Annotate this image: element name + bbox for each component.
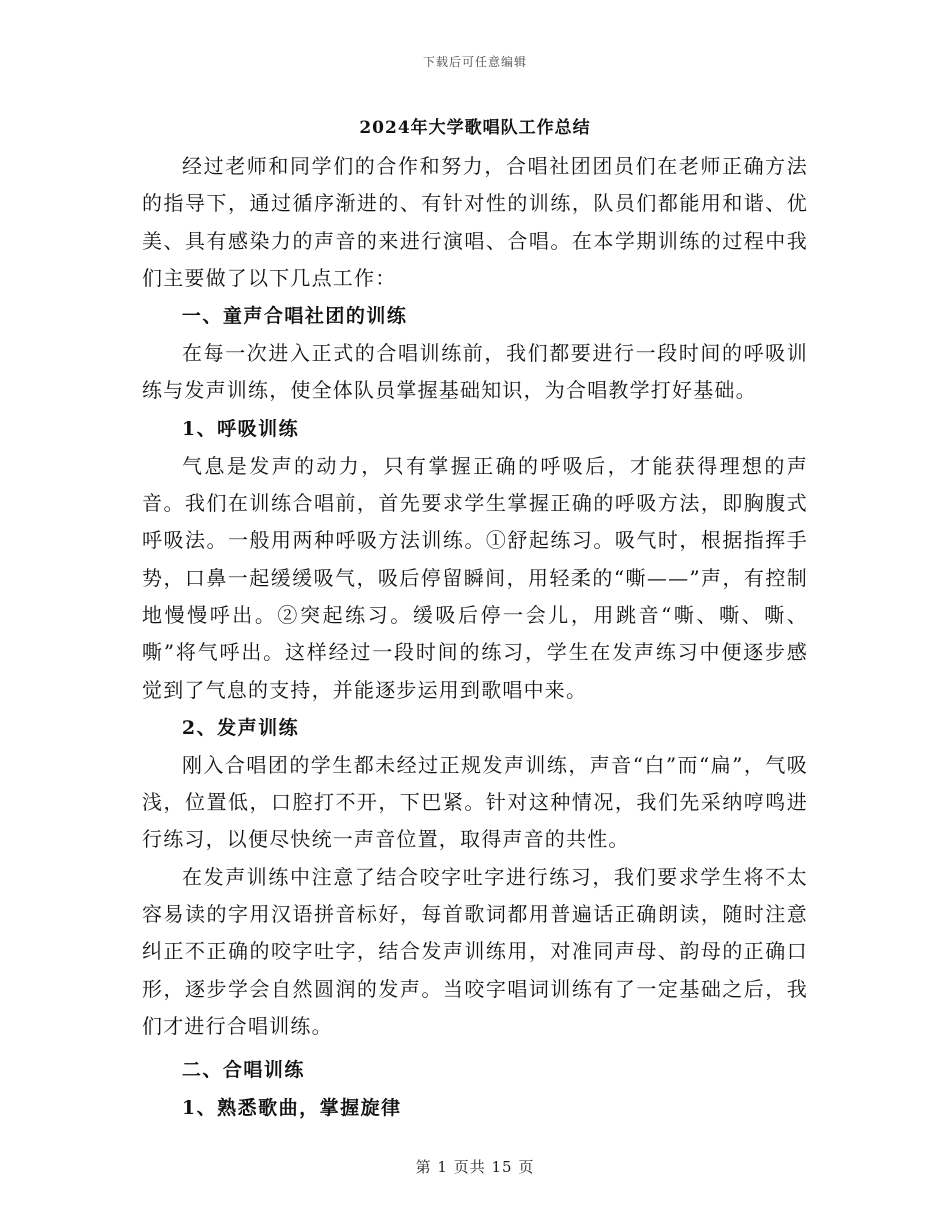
training-intro-paragraph: 在每一次进入正式的合唱训练前，我们都要进行一段时间的呼吸训练与发声训练，使全体队员掌握基础知识，为合唱教学打好基础。 [142,341,808,403]
section-heading-children-choir: 一、童声合唱社团的训练 [181,305,408,328]
subheading-vocalization: 2、发声训练 [181,716,300,739]
vocalization-paragraph: 刚入合唱团的学生都未经过正规发声训练，声音“白”而“扁”，气吸浅，位置低，口腔打不开，下巴紧。针对这种情况，我们先采纳哼鸣进行练习，以便尽快统一声音位置，取得声音的共性。 [142,752,808,852]
pronunciation-paragraph: 在发声训练中注意了结合咬字吐字进行练习，我们要求学生将不太容易读的字用汉语拼音标好，每首歌词都用普遍话正确朗读，随时注意纠正不正确的咬字吐字，结合发声训练用，对准同声母、韵母的正确口形，逐步学会自然圆润的发声。当咬字唱词训练有了一定基础之后，我们才进行合唱训练。 [142,864,808,1038]
document-title: 2024年大学歌唱队工作总结 [359,118,591,138]
breathing-paragraph: 气息是发声的动力，只有掌握正确的呼吸后，才能获得理想的声音。我们在训练合唱前，首先要求学生掌握正确的呼吸方法，即胸腹式呼吸法。一般用两种呼吸方法训练。①舒起练习。吸气时，根据指挥手势，口鼻一起缓缓吸气，吸后停留瞬间，用轻柔的“嘶——”声，有控制地慢慢呼出。②突起练习。缓吸后停一会儿，用跳音“嘶、嘶、嘶、嘶”将气呼出。这样经过一段时间的练习，学生在发声练习中便逐步感觉到了气息的支持，并能逐步运用到歌唱中来。 [142,453,808,702]
page-footer: 第 1 页共 15 页 [415,1158,535,1176]
subheading-familiarize-songs: 1、熟悉歌曲，掌握旋律 [181,1097,402,1120]
intro-paragraph: 经过老师和同学们的合作和努力，合唱社团团员们在老师正确方法的指导下，通过循序渐进的、有针对性的训练，队员们都能用和谐、优美、具有感染力的声音的来进行演唱、合唱。在本学期训练的过程中我们主要做了以下几点工作： [142,154,808,290]
section-heading-choir-training: 二、合唱训练 [181,1059,305,1082]
document-body [142,112,808,1127]
page-header-note: 下载后可任意编辑 [422,55,527,69]
subheading-breathing: 1、呼吸训练 [181,417,300,440]
